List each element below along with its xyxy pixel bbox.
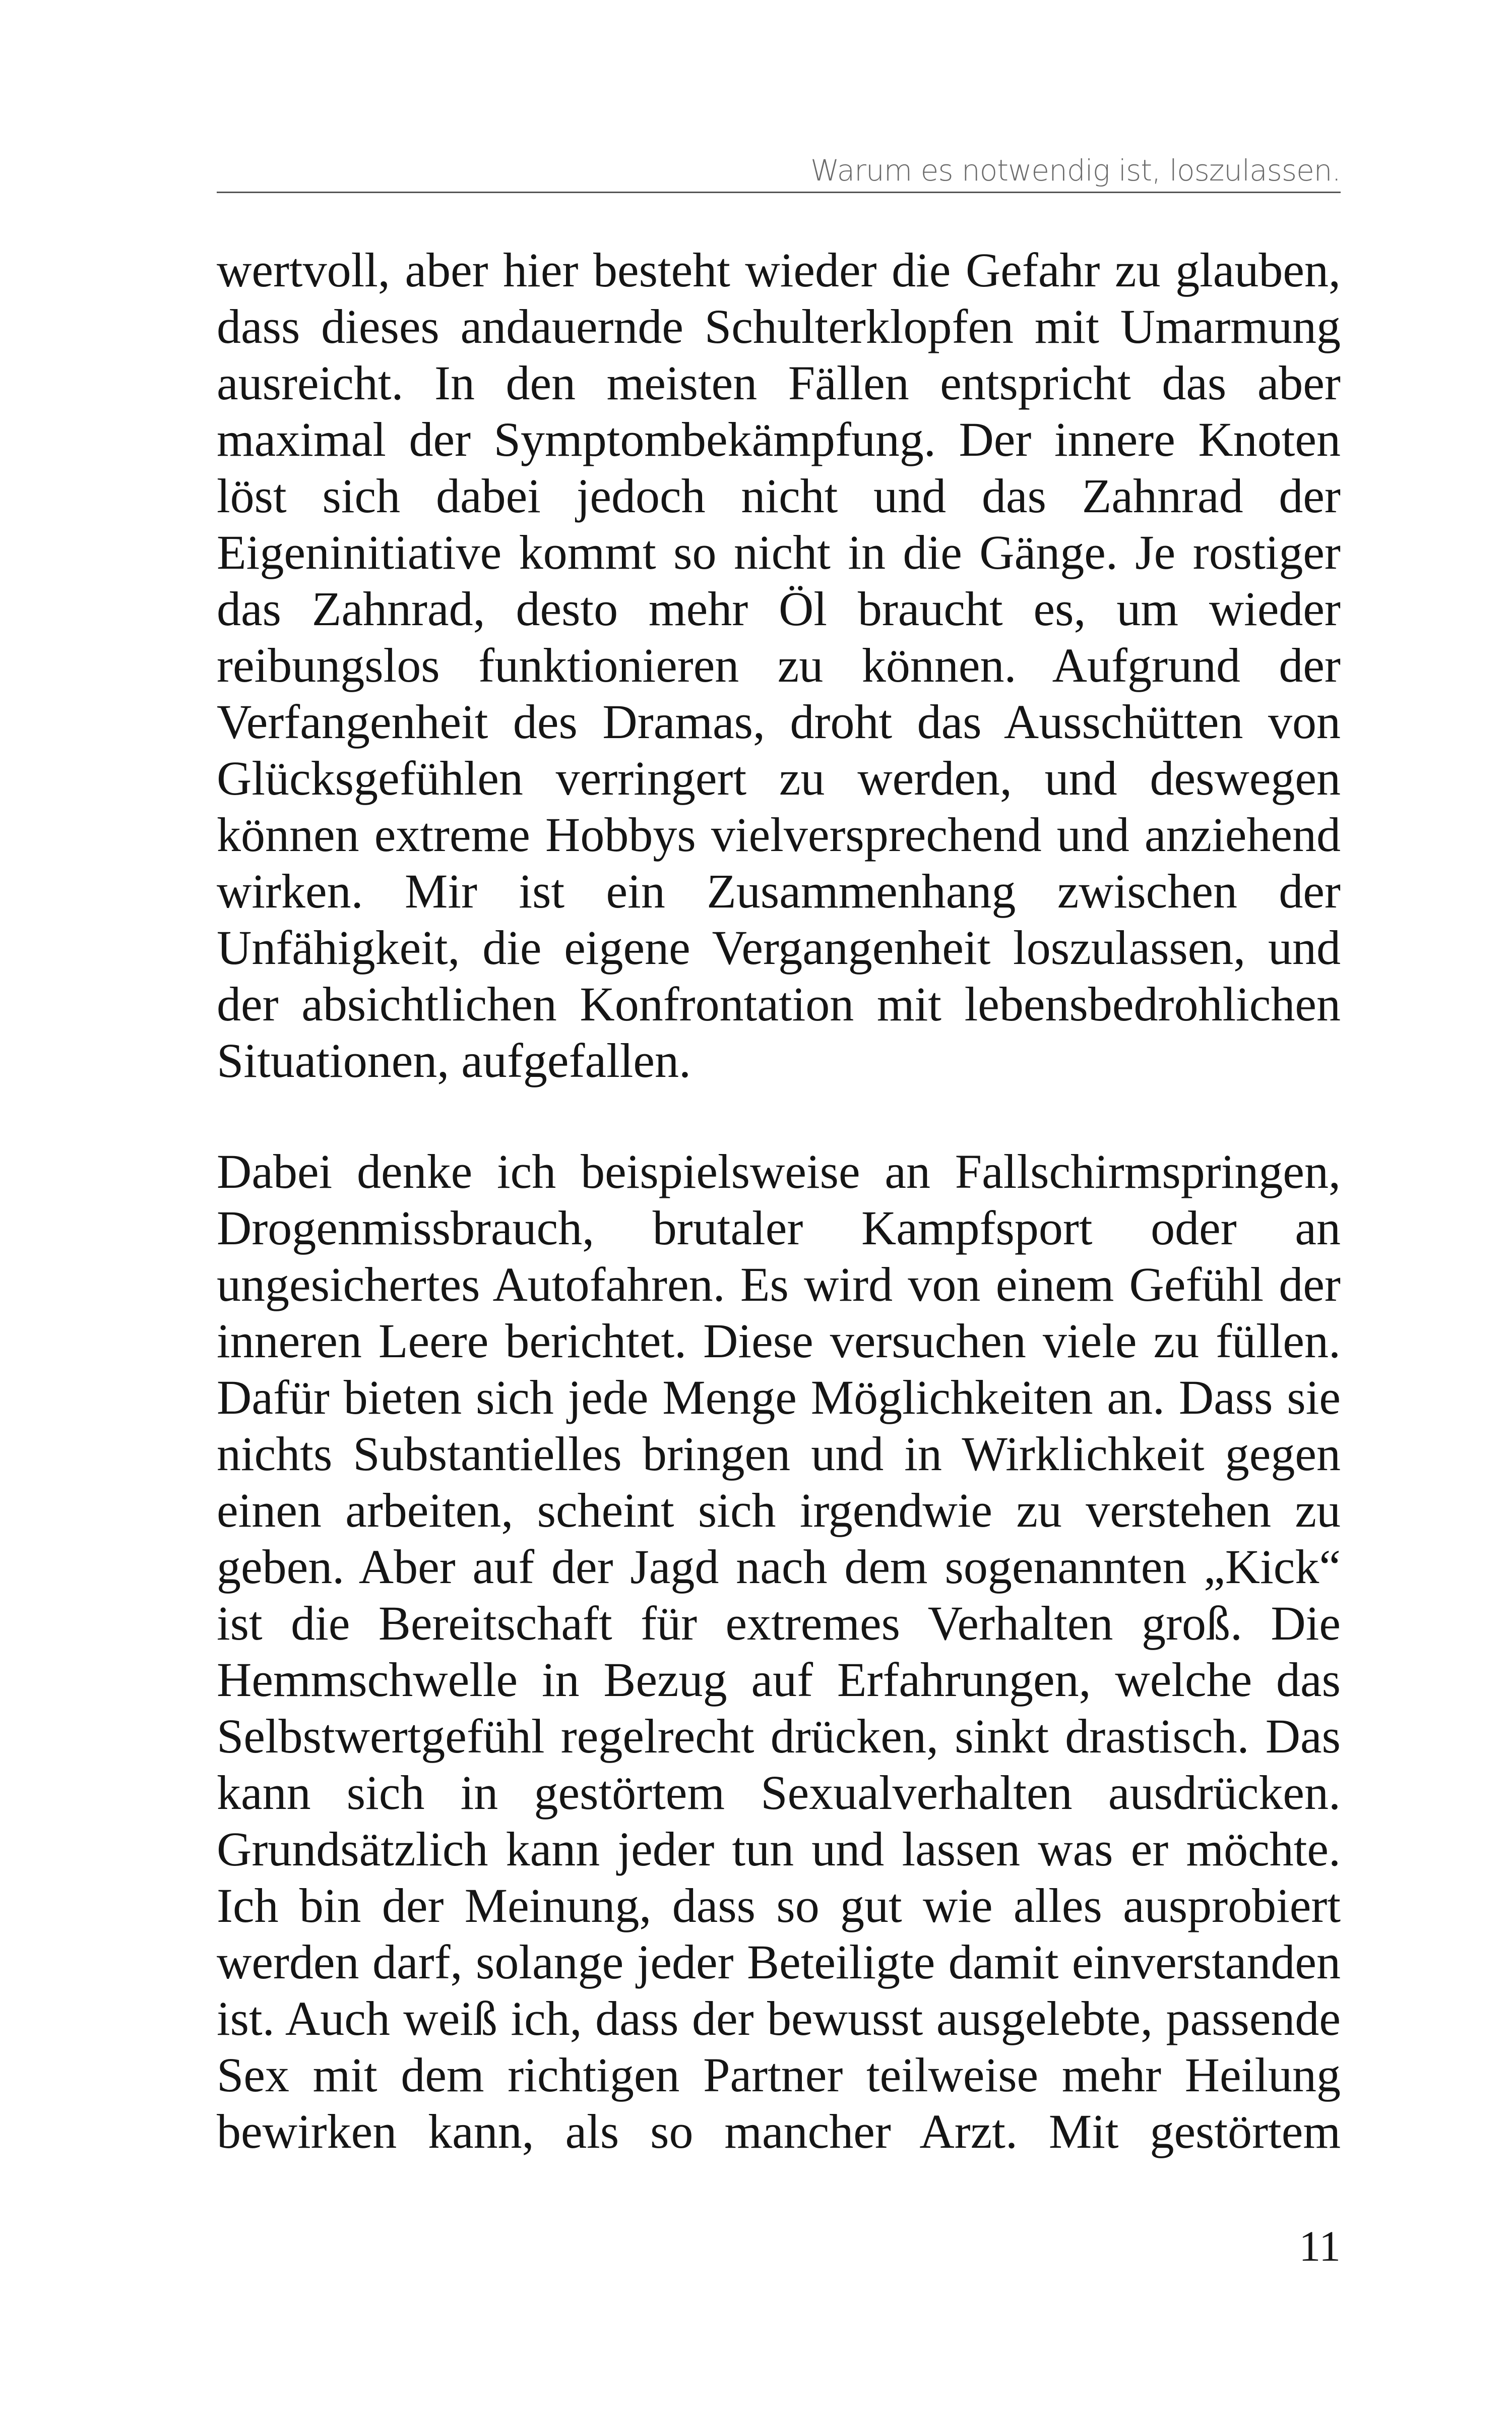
running-header bbox=[217, 151, 1341, 193]
paragraph-2: Dabei denke ich beispielsweise an Fallschirmspringen, Drogenmissbrauch, brutaler Kampfsport oder an ungesichertes Autofahren. Es wird von einem Gefühl der inneren Leere berichtet. Diese versuchen viele zu füllen. Dafür bieten sich jede Menge Möglichkeiten an. Dass sie nichts Substantielles bringen und in Wirklichkeit gegen einen arbeiten, scheint sich irgendwie zu verstehen zu geben. Aber auf der Jagd nach dem sogenannten „Kick“ ist die Bereitschaft für extremes Verhalten groß. Die Hemmschwelle in Bezug auf Erfahrungen, welche das Selbstwertgefühl regelrecht drücken, sinkt drastisch. Das kann sich in gestörtem Sexualverhalten ausdrücken. Grundsätzlich kann jeder tun und lassen was er möchte. Ich bin der Meinung, dass so gut wie alles ausprobiert werden darf, solange jeder Beteiligte damit einverstanden ist. Auch weiß ich, dass der bewusst ausgelebte, passende Sex mit dem richtigen Partner teilweise mehr Heilung bewirken kann, als so mancher Arzt. Mit gestörtem bbox=[217, 1144, 1341, 2158]
paragraph-1: wertvoll, aber hier besteht wieder die Gefahr zu glauben, dass dieses andauernde Schulterklopfen mit Umarmung ausreicht. In den meisten Fällen entspricht das aber maximal der Symptombekämpfung. Der innere Knoten löst sich dabei jedoch nicht und das Zahnrad der Eigeninitiative kommt so nicht in die Gänge. Je rostiger das Zahnrad, desto mehr Öl braucht es, um wieder reibungslos funktionieren zu können. Aufgrund der Verfangenheit des Dramas, droht das Ausschütten von Glücksgefühlen verringert zu werden, und deswegen können extreme Hobbys vielversprechend und anziehend wirken. Mir ist ein Zusammenhang zwischen der Unfähigkeit, die eigene Vergangenheit loszulassen, und der absichtlichen Konfrontation mit lebensbedrohlichen Situationen, aufgefallen. bbox=[217, 243, 1341, 1087]
body-text bbox=[217, 242, 1341, 2160]
page-number: 11 bbox=[1299, 2222, 1341, 2270]
running-header-title: Warum es notwendig ist, loszulassen. bbox=[810, 153, 1341, 188]
